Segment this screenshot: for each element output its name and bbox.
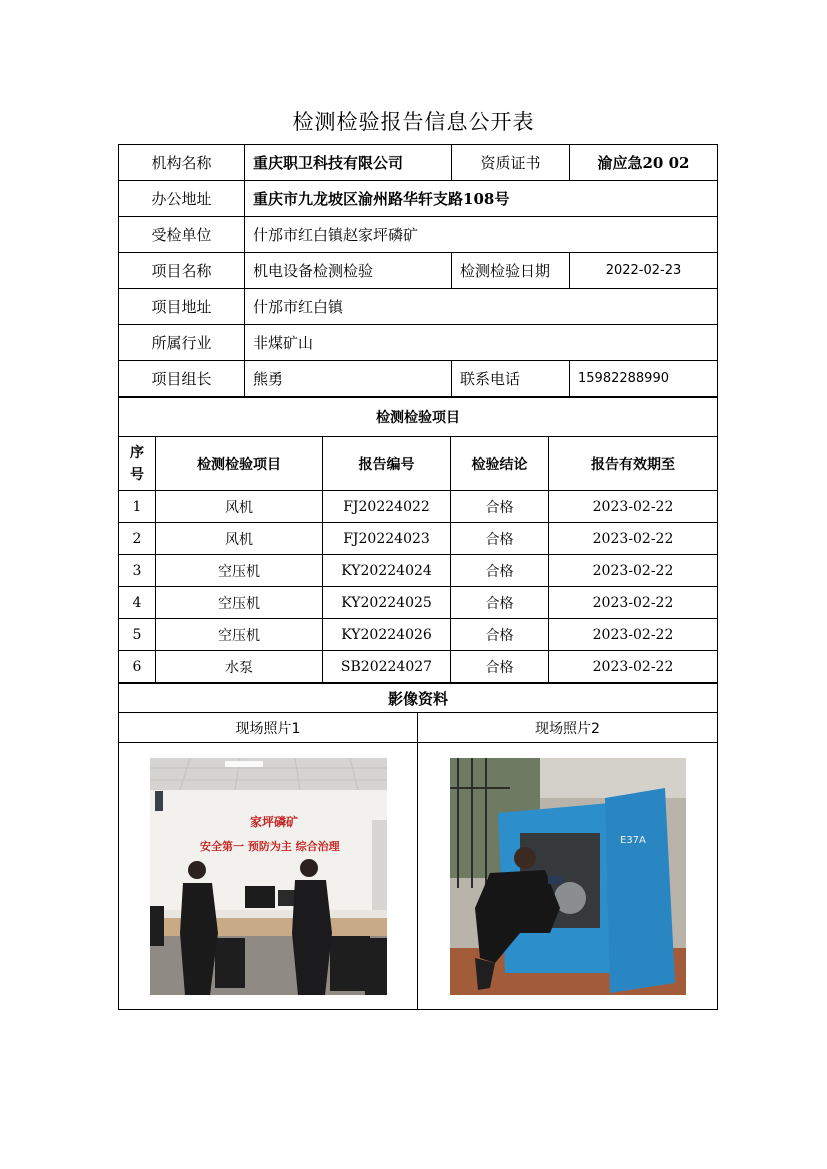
- cert-label: 资质证书: [452, 145, 570, 181]
- row-item: 风机: [156, 523, 323, 555]
- table-row: [119, 523, 718, 555]
- phone-value: 15982288990: [570, 361, 718, 397]
- date-label: 检测检验日期: [452, 253, 570, 289]
- row-result: 合格: [451, 619, 549, 651]
- row-item: 水泵: [156, 651, 323, 683]
- row-seq: 2: [119, 523, 156, 555]
- site-label: 项目地址: [119, 289, 245, 325]
- info-row-unit: [119, 217, 718, 253]
- project-label: 项目名称: [119, 253, 245, 289]
- row-valid: 2023-02-22: [549, 587, 718, 619]
- header-report: 报告编号: [323, 437, 451, 491]
- photo1-sign-text: 家坪磷矿: [249, 814, 298, 829]
- header-result: 检验结论: [451, 437, 549, 491]
- row-report: KY20224026: [323, 619, 451, 651]
- row-valid: 2023-02-22: [549, 651, 718, 683]
- unit-value: 什邡市红白镇赵家坪磷矿: [245, 217, 718, 253]
- header-valid: 报告有效期至: [549, 437, 718, 491]
- org-label: 机构名称: [119, 145, 245, 181]
- date-value: 2022-02-23: [570, 253, 718, 289]
- row-report: FJ20224022: [323, 491, 451, 523]
- items-table: [118, 397, 718, 683]
- info-row-leader: [119, 361, 718, 397]
- header-seq: 序号: [119, 437, 156, 491]
- row-item: 空压机: [156, 555, 323, 587]
- items-section-title: 检测检验项目: [119, 398, 718, 437]
- photo1-slogan-text: 安全第一 预防为主 综合治理: [199, 839, 340, 853]
- photo2-label-text: E37A: [619, 834, 646, 846]
- addr-value: 重庆市九龙坡区渝州路华轩支路108号: [245, 181, 718, 217]
- industry-value: 非煤矿山: [245, 325, 718, 361]
- photos-table: [118, 683, 718, 1010]
- row-report: FJ20224023: [323, 523, 451, 555]
- project-value: 机电设备检测检验: [245, 253, 452, 289]
- row-seq: 5: [119, 619, 156, 651]
- row-seq: 1: [119, 491, 156, 523]
- info-row-project: [119, 253, 718, 289]
- row-report: KY20224024: [323, 555, 451, 587]
- row-report: KY20224025: [323, 587, 451, 619]
- info-row-org: [119, 145, 718, 181]
- info-row-industry: [119, 325, 718, 361]
- row-report: SB20224027: [323, 651, 451, 683]
- table-row: [119, 651, 718, 683]
- site-photo-2: [450, 758, 686, 995]
- row-result: 合格: [451, 587, 549, 619]
- row-result: 合格: [451, 491, 549, 523]
- photo2-caption: 现场照片2: [418, 713, 718, 743]
- table-row: [119, 555, 718, 587]
- table-row: [119, 619, 718, 651]
- leader-value: 熊勇: [245, 361, 452, 397]
- photo1-caption: 现场照片1: [119, 713, 418, 743]
- row-valid: 2023-02-22: [549, 491, 718, 523]
- photos-section-title: 影像资料: [119, 684, 718, 713]
- info-row-site: [119, 289, 718, 325]
- unit-label: 受检单位: [119, 217, 245, 253]
- row-valid: 2023-02-22: [549, 555, 718, 587]
- row-valid: 2023-02-22: [549, 523, 718, 555]
- site-value: 什邡市红白镇: [245, 289, 718, 325]
- site-photo-1: [150, 758, 387, 995]
- leader-label: 项目组长: [119, 361, 245, 397]
- row-result: 合格: [451, 555, 549, 587]
- phone-label: 联系电话: [452, 361, 570, 397]
- table-row: [119, 491, 718, 523]
- page-title: 检测检验报告信息公开表: [292, 110, 535, 134]
- photo1-cell: [119, 743, 418, 1010]
- header-item: 检测检验项目: [156, 437, 323, 491]
- cert-value: 渝应急20 02: [570, 145, 718, 181]
- row-item: 空压机: [156, 587, 323, 619]
- row-valid: 2023-02-22: [549, 619, 718, 651]
- addr-label: 办公地址: [119, 181, 245, 217]
- row-result: 合格: [451, 523, 549, 555]
- items-header-row: [119, 437, 718, 491]
- info-table: [118, 144, 718, 397]
- industry-label: 所属行业: [119, 325, 245, 361]
- row-seq: 4: [119, 587, 156, 619]
- photo2-cell: [418, 743, 718, 1010]
- row-seq: 6: [119, 651, 156, 683]
- row-item: 风机: [156, 491, 323, 523]
- info-row-addr: [119, 181, 718, 217]
- org-value: 重庆职卫科技有限公司: [245, 145, 452, 181]
- row-item: 空压机: [156, 619, 323, 651]
- table-row: [119, 587, 718, 619]
- row-seq: 3: [119, 555, 156, 587]
- row-result: 合格: [451, 651, 549, 683]
